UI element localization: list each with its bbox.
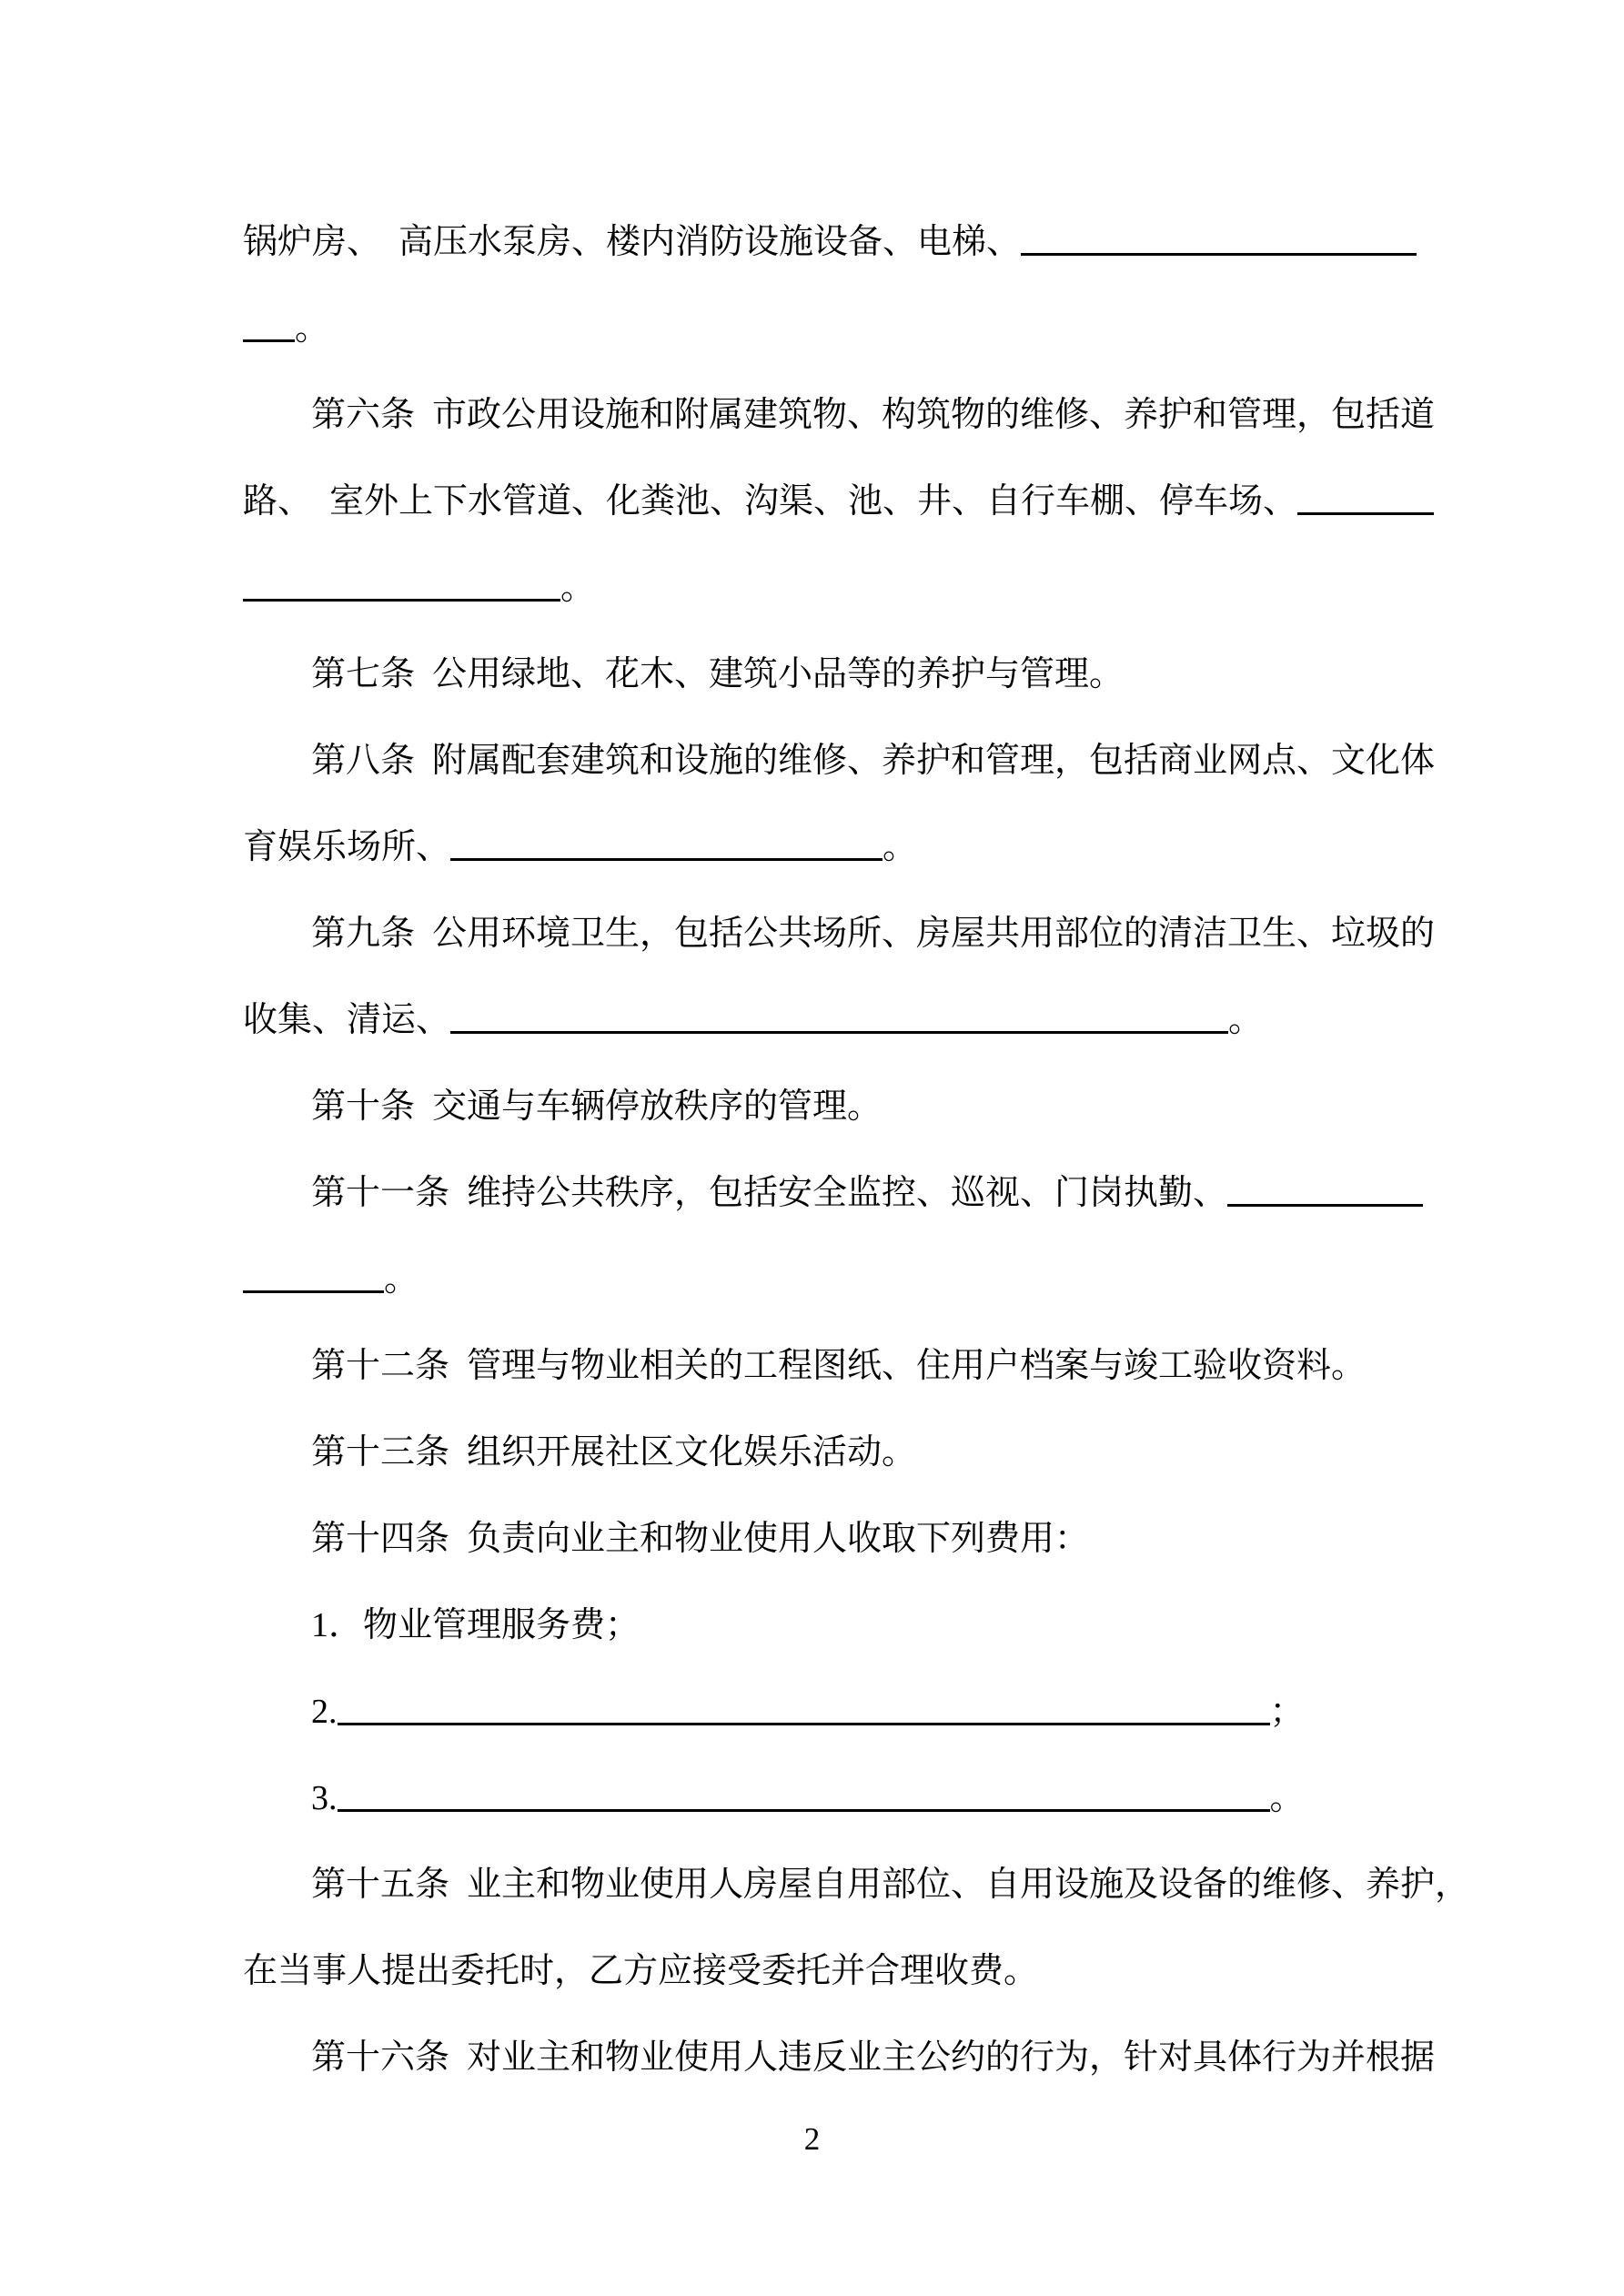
fill-in-blank-underline [1021,251,1417,256]
line-text: 第十五条 业主和物业使用人房屋自用部位、自用设施及设备的维修、养护， [311,1866,1470,1904]
line-text: 1．物业管理服务费； [311,1606,641,1644]
line-text: 第八条 附属配套建筑和设施的维修、养护和管理，包括商业网点、文化体 [311,742,1436,780]
document-line [243,718,1436,804]
line-text: ； [1269,1693,1305,1731]
fill-in-blank-underline [450,856,883,861]
line-text: 3. [311,1779,338,1817]
line-text: 在当事人提出委托时，乙方应接受委托并合理收费。 [243,1952,1039,1990]
document-line [243,804,1378,891]
fill-in-blank-underline [1297,511,1434,515]
document-line [243,1928,1378,2015]
line-text: 第七条 公用绿地、花木、建筑小品等的养护与管理。 [311,655,1125,693]
fill-in-blank-underline [243,338,295,342]
document-line [243,372,1436,459]
document-line [243,459,1378,545]
line-text: 第十四条 负责向业主和物业使用人收取下列费用： [311,1520,1090,1558]
line-text: 育娱乐场所、 [243,828,451,866]
document-line [243,1583,1378,1669]
document-line [243,1410,1378,1496]
line-text: 。 [883,828,918,866]
line-text: 第六条 市政公用设施和附属建筑物、构筑物的维修、养护和管理，包括道 [311,396,1436,434]
document-line [243,977,1378,1064]
document-line [243,545,1378,632]
line-text: 第十一条 维持公共秩序，包括安全监控、巡视、门岗执勤、 [311,1174,1228,1212]
line-text: 2. [311,1693,338,1731]
document-line [243,1064,1378,1150]
document-line [243,1323,1378,1410]
fill-in-blank-underline [450,1029,1228,1034]
line-text: 第九条 公用环境卫生，包括公共场所、房屋共用部位的清洁卫生、垃圾的 [311,915,1436,953]
line-text: 路、 室外上下水管道、化粪池、沟渠、池、井、自行车棚、停车场、 [243,482,1298,521]
document-line [243,1496,1378,1583]
document-line [243,1150,1378,1237]
line-text: 锅炉房、 高压水泵房、楼内消防设施设备、电梯、 [243,223,1022,261]
document-line [243,1669,1378,1755]
line-text: 。 [384,1260,419,1299]
fill-in-blank-underline [1227,1202,1423,1207]
document-line [243,1237,1378,1323]
line-text: 第十二条 管理与物业相关的工程图纸、住用户档案与竣工验收资料。 [311,1347,1367,1385]
document-line [243,286,1378,372]
document-line [243,1842,1470,1928]
document-line [243,1755,1378,1842]
line-text: 第十三条 组织开展社区文化娱乐活动。 [311,1433,917,1472]
line-text: 。 [1269,1779,1305,1817]
line-text: 第十六条 对业主和物业使用人违反业主公约的行为，针对具体行为并根据 [311,2038,1436,2077]
line-text: 收集、清运、 [243,1001,451,1039]
page-number: 2 [803,2121,821,2157]
fill-in-blank-underline [243,1289,384,1293]
document-line [243,2015,1436,2101]
fill-in-blank-underline [338,1721,1270,1725]
line-text: 。 [1228,1001,1264,1039]
line-text: 。 [560,569,596,607]
fill-in-blank-underline [243,597,560,602]
fill-in-blank-underline [338,1807,1270,1812]
document-line [243,632,1378,718]
document-body [243,199,1470,2101]
document-line [243,891,1436,977]
document-line [243,199,1378,286]
line-text: 第十条 交通与车辆停放秩序的管理。 [311,1087,883,1126]
line-text: 。 [295,309,330,348]
